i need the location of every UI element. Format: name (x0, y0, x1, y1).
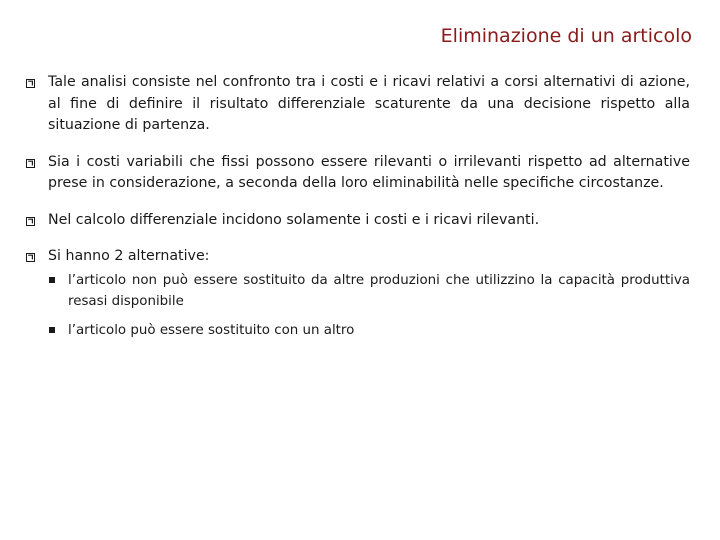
bullet-text: Sia i costi variabili che fissi possono essere rilevanti o irrilevanti rispetto ad alternative prese in considerazione, a seconda della loro eliminabilità nelle specifiche circostanze. (48, 153, 690, 191)
checkbox-bullet-icon (26, 217, 35, 226)
sub-bullet-text: l’articolo può essere sostituito con un altro (68, 322, 355, 338)
bullet-item (26, 72, 690, 137)
bullet-text: Tale analisi consiste nel confronto tra i costi e i ricavi relativi a corsi alternativi di azione, al fine di definire il risultato differenziale scaturente da una decisione rispetto alla situazione di partenza. (48, 74, 690, 133)
slide-title: Eliminazione di un articolo (440, 25, 692, 47)
bullet-text: Nel calcolo differenziale incidono solamente i costi e i ricavi rilevanti. (48, 211, 540, 228)
bullet-item (26, 152, 690, 195)
sub-bullet-text: l’articolo non può essere sostituito da altre produzioni che utilizzino la capacità produttiva resasi disponibile (68, 272, 690, 309)
bullet-text: Si hanno 2 alternative: (48, 248, 210, 264)
square-bullet-icon (49, 327, 55, 333)
bullet-list (26, 72, 690, 352)
checkbox-bullet-icon (26, 253, 35, 262)
sub-bullet-item (48, 270, 690, 312)
checkbox-bullet-icon (26, 79, 35, 88)
bullet-item (26, 246, 690, 341)
square-bullet-icon (49, 277, 55, 283)
bullet-item (26, 210, 690, 232)
checkbox-bullet-icon (26, 159, 35, 168)
sub-bullet-item (48, 320, 690, 341)
sub-bullet-list (48, 270, 690, 341)
